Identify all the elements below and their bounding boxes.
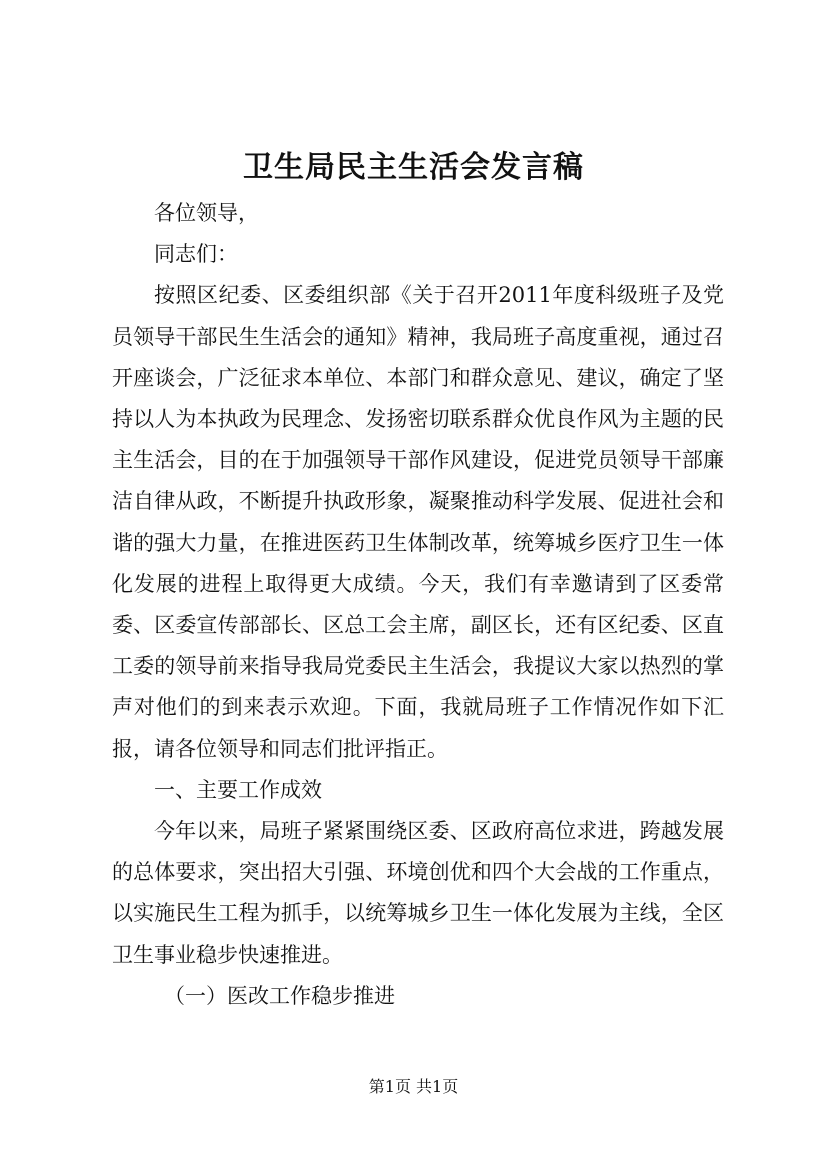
subsection-heading-1: （一）医改工作稳步推进: [164, 983, 395, 1008]
salutation-comrades: 同志们：: [154, 242, 238, 267]
intro-paragraph: 按照区纪委、区委组织部《关于召开2011年度科级班子及党员领导干部民生生活会的通知》精神，我局班子高度重视，通过召开座谈会，广泛征求本单位、本部门和群众意见、建议，确定了坚持以人为本执政为民理念、发扬密切联系群众优良作风为主题的民主生活会，目的在于加强领导干部作风建设，促进党员领导干部廉洁自律从政，不断提升执政形象，凝聚推动科学发展、促进社会和谐的强大力量，在推进医药卫生体制改革，统筹城乡医疗卫生一体化发展的进程上取得更大成绩。今天，我们有幸邀请到了区委常委、区委宣传部部长、区总工会主席，副区长，还有区纪委、区直工委的领导前来指导我局党委民主生活会，我提议大家以热烈的掌声对他们的到来表示欢迎。下面，我就局班子工作情况作如下汇报，请各位领导和同志们批评指正。: [112, 283, 724, 761]
page-footer: [0, 1076, 827, 1098]
document-body: [112, 193, 724, 1017]
page-number-label: 第1页 共1页: [368, 1077, 459, 1096]
salutation-leaders: 各位领导，: [154, 201, 259, 225]
section-heading-1: 一、主要工作成效: [154, 777, 322, 802]
document-title: 卫生局民主生活会发言稿: [243, 150, 584, 185]
section-1-paragraph: 今年以来，局班子紧紧围绕区委、区政府高位求进，跨越发展的总体要求，突出招大引强、环境创优和四个大会战的工作重点，以实施民生工程为抓手，以统筹城乡卫生一体化发展为主线，全区卫生事业稳步快速推进。: [112, 819, 724, 967]
